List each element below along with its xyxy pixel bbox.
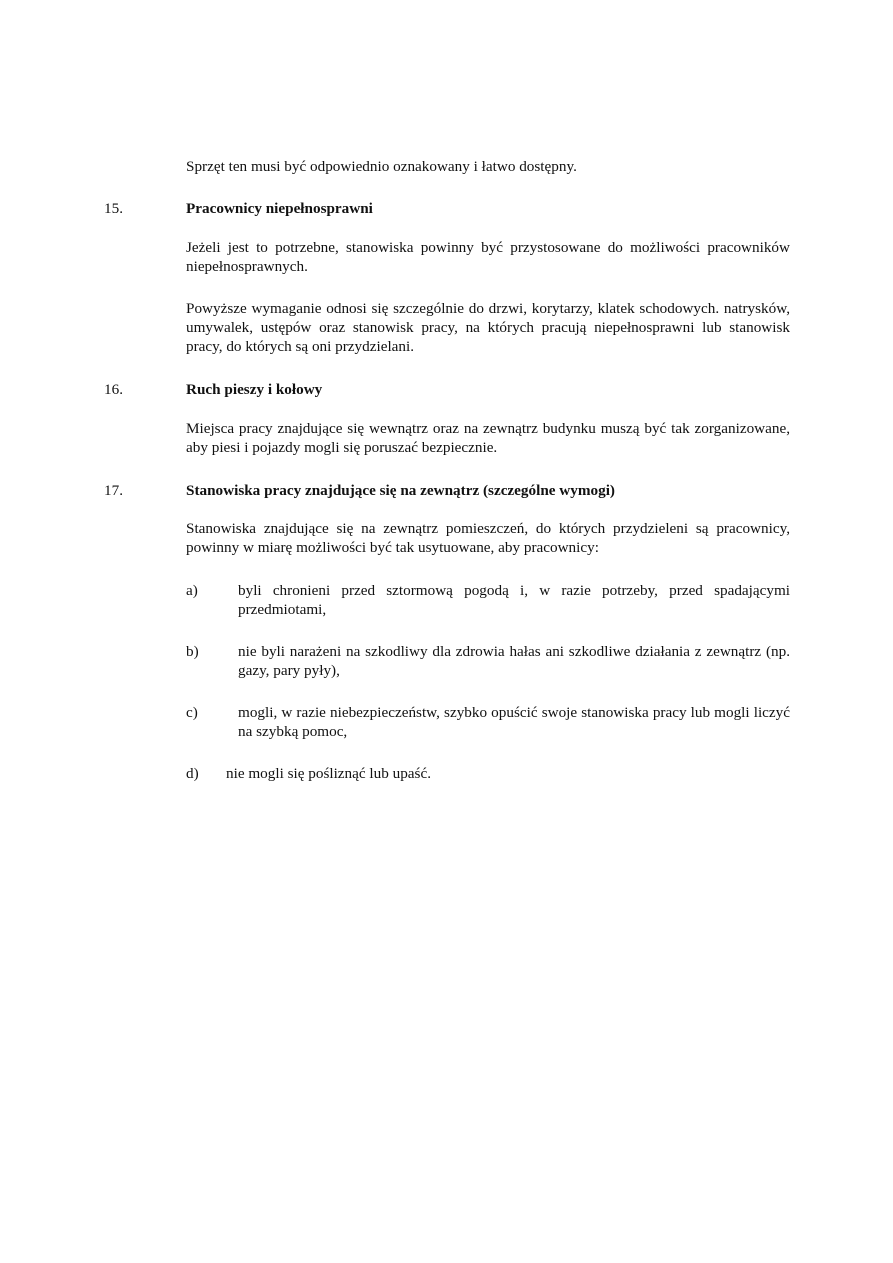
list-item-c-text: mogli, w razie niebezpieczeństw, szybko opuścić swoje stanowiska pracy lub mogli liczyć na szybką pomoc, xyxy=(238,704,790,740)
section-15-paragraph-1: Jeżeli jest to potrzebne, stanowiska powinny być przystosowane do możliwości pracowników niepełnosprawnych. xyxy=(186,239,790,275)
list-item-c-label: c) xyxy=(186,704,198,721)
section-16-title: Ruch pieszy i kołowy xyxy=(186,381,323,398)
list-item-b-text: nie byli narażeni na szkodliwy dla zdrowia hałas ani szkodliwe działania z zewnątrz (np. gazy, pary pyły), xyxy=(238,643,790,679)
list-item-d-label: d) xyxy=(186,765,199,782)
section-15-paragraph-2: Powyższe wymaganie odnosi się szczególnie do drzwi, korytarzy, klatek schodowych. natrysków, umywalek, ustępów oraz stanowisk pracy, na których pracują niepełnosprawni lub stanowisk pracy, do których są oni przydzielani. xyxy=(186,300,790,355)
section-17-number: 17. xyxy=(104,482,123,499)
list-item-a-label: a) xyxy=(186,582,198,599)
intro-paragraph: Sprzęt ten musi być odpowiednio oznakowany i łatwo dostępny. xyxy=(186,158,577,175)
list-item-b-label: b) xyxy=(186,643,199,660)
section-15-title: Pracownicy niepełnosprawni xyxy=(186,200,373,217)
list-item-a-text: byli chronieni przed sztormową pogodą i, w razie potrzeby, przed spadającymi przedmiotami, xyxy=(238,582,790,618)
section-16-number: 16. xyxy=(104,381,123,398)
section-17-title: Stanowiska pracy znajdujące się na zewnątrz (szczególne wymogi) xyxy=(186,482,615,499)
section-16-paragraph-1: Miejsca pracy znajdujące się wewnątrz oraz na zewnątrz budynku muszą być tak zorganizowane, aby piesi i pojazdy mogli się poruszać bezpiecznie. xyxy=(186,420,790,456)
section-15-number: 15. xyxy=(104,200,123,217)
list-item-d-text: nie mogli się pośliznąć lub upaść. xyxy=(226,765,431,782)
section-17-paragraph-1: Stanowiska znajdujące się na zewnątrz pomieszczeń, do których przydzieleni są pracownicy, powinny w miarę możliwości być tak usytuowane, aby pracownicy: xyxy=(186,520,790,556)
